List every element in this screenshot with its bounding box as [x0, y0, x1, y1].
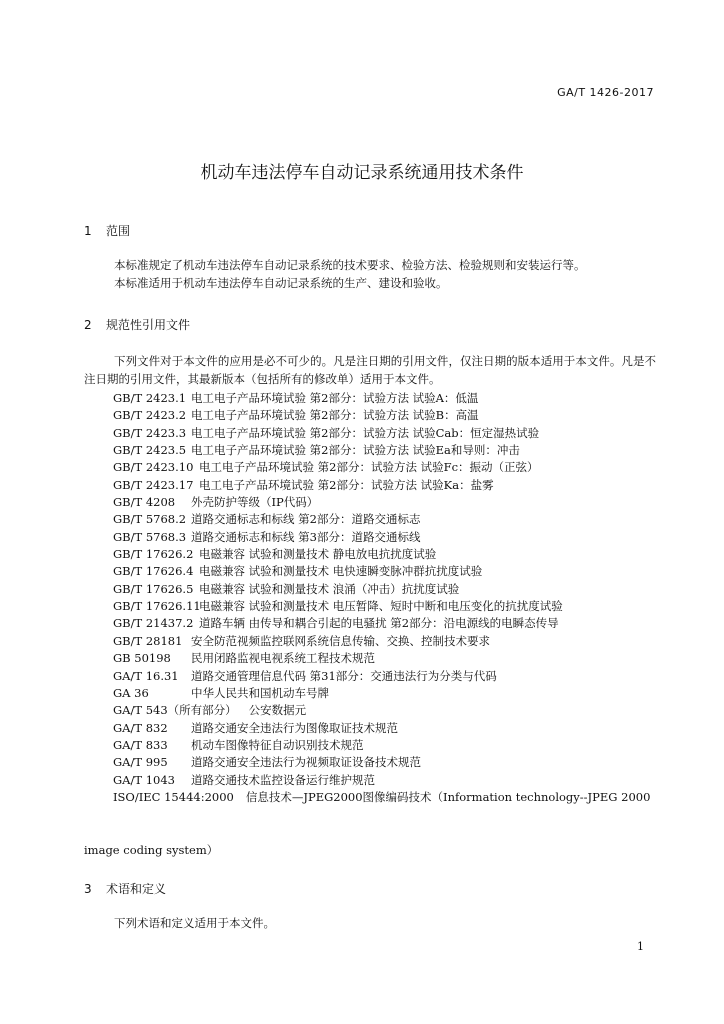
- reference-code: GA 36: [113, 685, 149, 700]
- reference-name: 信息技术—JPEG2000图像编码技术（Information technology--JPEG 2000: [245, 789, 651, 804]
- reference-name: 中华人民共和国机动车号牌: [191, 685, 329, 700]
- section-number: 2: [84, 318, 92, 332]
- reference-item: [113, 581, 658, 598]
- reference-code: GB 50198: [113, 651, 171, 666]
- reference-code: GA/T 833: [113, 737, 168, 752]
- reference-name: 电磁兼容 试验和测量技术 静电放电抗扰度试验: [199, 547, 437, 562]
- section-number: 1: [84, 224, 92, 238]
- section-1-body: [84, 256, 656, 292]
- reference-name: 道路交通管理信息代码 第31部分：交通违法行为分类与代码: [191, 668, 497, 683]
- reference-item: [113, 650, 658, 667]
- reference-name: 电磁兼容 试验和测量技术 电快速瞬变脉冲群抗扰度试验: [199, 564, 483, 579]
- reference-item: [113, 511, 658, 528]
- reference-item: [113, 720, 658, 737]
- reference-code: GB/T 2423.3: [113, 425, 187, 440]
- reference-item: [113, 633, 658, 650]
- reference-name: 电工电子产品环境试验 第2部分：试验方法 试验Ka：盐雾: [199, 477, 494, 492]
- reference-code: GA/T 543（所有部分）: [113, 703, 237, 718]
- paragraph: 下列文件对于本文件的应用是必不可少的。凡是注日期的引用文件，仅注日期的版本适用于本文件。凡是不注日期的引用文件，其最新版本（包括所有的修改单）适用于本文件。: [84, 354, 656, 386]
- reference-name: 民用闭路监视电视系统工程技术规范: [191, 651, 375, 666]
- reference-name: 道路交通安全违法行为图像取证技术规范: [191, 720, 398, 735]
- reference-code: GB/T 17626.4: [113, 564, 194, 579]
- reference-name: 电磁兼容 试验和测量技术 浪涌（冲击）抗扰度试验: [199, 581, 460, 596]
- reference-code: GB/T 21437.2: [113, 616, 194, 631]
- reference-code: GB/T 17626.2: [113, 547, 194, 562]
- section-3-heading: [84, 880, 166, 897]
- reference-item: [113, 754, 658, 771]
- reference-list: [113, 390, 658, 806]
- reference-code: GB/T 17626.11: [113, 599, 201, 614]
- reference-item: [113, 737, 658, 754]
- reference-name: 道路交通标志和标线 第3部分：道路交通标线: [191, 529, 421, 544]
- reference-code: GB/T 28181: [113, 633, 183, 648]
- reference-name: 电工电子产品环境试验 第2部分：试验方法 试验Ea和导则：冲击: [191, 443, 520, 458]
- section-2-heading: [84, 316, 190, 333]
- reference-name: 电工电子产品环境试验 第2部分：试验方法 试验B：高温: [191, 408, 479, 423]
- reference-name: 电工电子产品环境试验 第2部分：试验方法 试验A：低温: [191, 391, 479, 405]
- reference-item: [113, 563, 658, 580]
- reference-name: 电工电子产品环境试验 第2部分：试验方法 试验Cab：恒定湿热试验: [191, 425, 540, 440]
- section-2-intro: [84, 352, 656, 388]
- reference-item: [113, 772, 658, 789]
- reference-name: 道路交通标志和标线 第2部分：道路交通标志: [191, 512, 421, 527]
- reference-name: 道路车辆 由传导和耦合引起的电骚扰 第2部分：沿电源线的电瞬态传导: [199, 616, 559, 631]
- reference-item: [113, 702, 658, 719]
- reference-item: [113, 494, 658, 511]
- paragraph: 本标准适用于机动车违法停车自动记录系统的生产、建设和验收。: [114, 276, 448, 290]
- reference-name: 外壳防护等级（IP代码）: [191, 495, 319, 510]
- page-number: 1: [637, 940, 644, 953]
- section-title: 规范性引用文件: [106, 318, 191, 332]
- reference-code: GB/T 5768.3: [113, 529, 187, 544]
- reference-item: [113, 668, 658, 685]
- section-number: 3: [84, 882, 92, 896]
- reference-name: 电磁兼容 试验和测量技术 电压暂降、短时中断和电压变化的抗扰度试验: [199, 599, 563, 614]
- reference-item: [113, 459, 658, 476]
- reference-name: 机动车图像特征自动识别技术规范: [191, 737, 364, 752]
- reference-code: GA/T 16.31: [113, 668, 179, 683]
- reference-item: [113, 685, 658, 702]
- reference-continuation: image coding system）: [84, 843, 219, 857]
- reference-code: GB/T 2423.17: [113, 477, 194, 492]
- standard-code: GA/T 1426-2017: [557, 86, 654, 99]
- reference-code: GB/T 4208: [113, 495, 176, 510]
- reference-item: [113, 615, 658, 632]
- reference-code: GB/T 17626.5: [113, 581, 194, 596]
- section-title: 术语和定义: [106, 882, 167, 896]
- reference-code: GA/T 1043: [113, 772, 175, 787]
- reference-name: 电工电子产品环境试验 第2部分：试验方法 试验Fc：振动（正弦）: [199, 460, 539, 475]
- reference-name: 安全防范视频监控联网系统信息传输、交换、控制技术要求: [191, 633, 490, 648]
- reference-item: [113, 442, 658, 459]
- section-3-body: [84, 914, 656, 932]
- reference-code: GA/T 832: [113, 720, 168, 735]
- reference-item: [113, 425, 658, 442]
- reference-code: GB/T 2423.2: [113, 408, 187, 423]
- reference-item: [113, 529, 658, 546]
- reference-item: [113, 598, 658, 615]
- reference-item: [113, 477, 658, 494]
- reference-item: [113, 407, 658, 424]
- paragraph: 下列术语和定义适用于本文件。: [114, 916, 275, 930]
- reference-item: [113, 546, 658, 563]
- reference-name: 公安数据元: [248, 703, 307, 718]
- reference-item: [113, 789, 658, 806]
- reference-code: GB/T 2423.1: [113, 391, 187, 405]
- paragraph: 本标准规定了机动车违法停车自动记录系统的技术要求、检验方法、检验规则和安装运行等。: [114, 258, 586, 272]
- reference-name: 道路交通技术监控设备运行维护规范: [191, 772, 375, 787]
- reference-name: 道路交通安全违法行为视频取证设备技术规范: [191, 755, 421, 770]
- section-1-heading: [84, 222, 130, 239]
- reference-code: ISO/IEC 15444:2000: [113, 789, 234, 804]
- document-title: 机动车违法停车自动记录系统通用技术条件: [200, 163, 524, 183]
- reference-code: GB/T 5768.2: [113, 512, 187, 527]
- reference-code: GB/T 2423.10: [113, 460, 194, 475]
- section-title: 范围: [106, 224, 131, 238]
- reference-code: GB/T 2423.5: [113, 443, 187, 458]
- reference-item: [113, 390, 658, 407]
- reference-code: GA/T 995: [113, 755, 168, 770]
